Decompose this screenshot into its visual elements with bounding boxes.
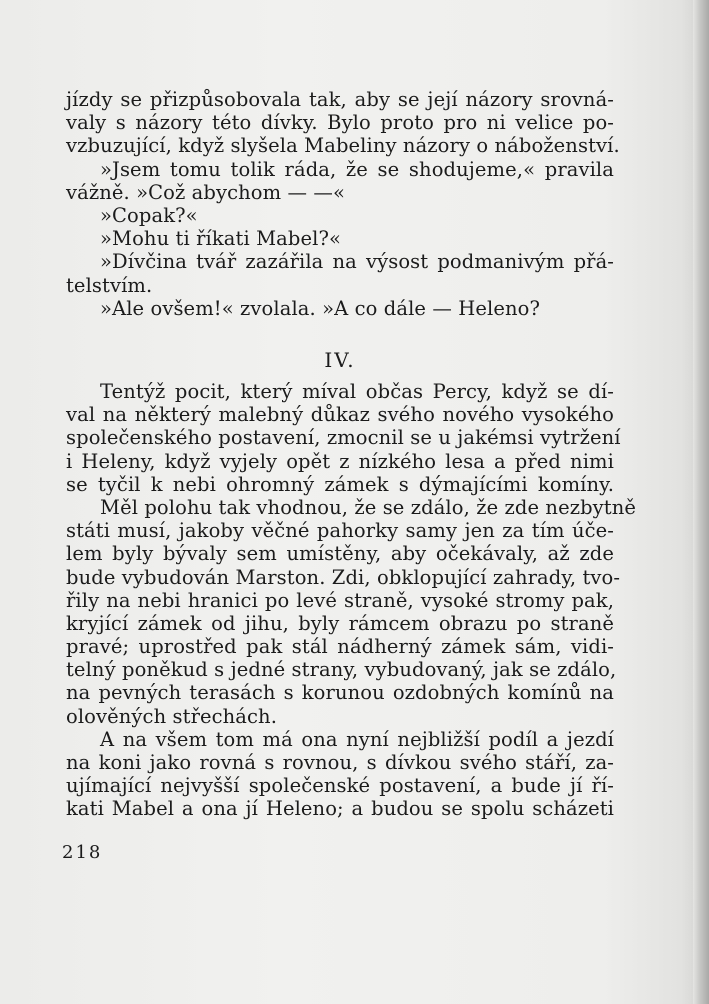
- text-line: ujímající nejvyšší společenské postavení, a bude jí ří-: [66, 774, 614, 798]
- text-line: Tentýž pocit, který míval občas Percy, když se dí-: [100, 380, 614, 403]
- text-line: »Copak?«: [100, 203, 198, 227]
- page-number: 218: [62, 842, 103, 863]
- text-line: vážně. »Což abychom — —«: [66, 180, 346, 204]
- text-line: jízdy se přizpůsobovala tak, aby se její názory srovná-: [66, 88, 614, 111]
- text-line: telný poněkud s jedné strany, vybudovaný, jak se zdálo,: [66, 658, 617, 682]
- text-line: lem byly bývaly sem umístěny, aby očekávaly, až zde: [66, 542, 614, 566]
- text-section-chapter-iv: [66, 380, 637, 821]
- text-line: valy s názory této dívky. Bylo proto pro ni velice po-: [66, 111, 614, 135]
- text-line: »Ale ovšem!« zvolala. »A co dále — Heleno?: [100, 296, 541, 320]
- text-line: »Dívčina tvář zazářila na výsost podmanivým přá-: [100, 250, 614, 274]
- text-line: se tyčil k nebi ohromný zámek s dýmajícími komíny.: [66, 472, 614, 496]
- text-line: kryjící zámek od jihu, byly rámcem obrazu po straně: [66, 611, 614, 635]
- text-line: olověných střechách.: [66, 704, 278, 728]
- text-line: státi musí, jakoby věčné pahorky samy jen za tím úče-: [66, 519, 614, 543]
- text-line: Měl polohu tak vhodnou, že se zdálo, že zde nezbytně: [100, 495, 637, 519]
- text-line: val na některý malebný důkaz svého nového vysokého: [66, 403, 614, 427]
- text-line: i Heleny, když vyjely opět z nízkého lesa a před nimi: [66, 449, 614, 473]
- text-line: společenského postavení, zmocnil se u jakémsi vytržení: [66, 426, 621, 450]
- text-line: kati Mabel a ona jí Heleno; a budou se spolu scházeti: [66, 797, 614, 821]
- text-line: A na všem tom má ona nyní nejbližší podíl a jezdí: [100, 727, 614, 751]
- text-line: telstvím.: [66, 273, 153, 297]
- chapter-heading: IV.: [324, 348, 356, 372]
- text-line: vzbuzující, když slyšela Mabeliny názory o náboženství.: [66, 134, 620, 158]
- text-line: pravé; uprostřed pak stál nádherný zámek sám, vidi-: [66, 635, 614, 659]
- text-section-before-chapter: [66, 88, 620, 320]
- text-line: »Jsem tomu tolik ráda, že se shodujeme,« pravila: [100, 157, 614, 181]
- text-line: na pevných terasách s korunou ozdobných komínů na: [66, 681, 614, 705]
- text-line: na koni jako rovná s rovnou, s dívkou svého stáří, za-: [66, 751, 614, 774]
- text-line: bude vybudován Marston. Zdi, obklopující zahrady, tvo-: [66, 565, 621, 589]
- text-line: »Mohu ti říkati Mabel?«: [100, 227, 342, 251]
- text-line: řily na nebi hranici po levé straně, vysoké stromy pak,: [66, 588, 614, 612]
- page-binding-shadow: [693, 0, 709, 1004]
